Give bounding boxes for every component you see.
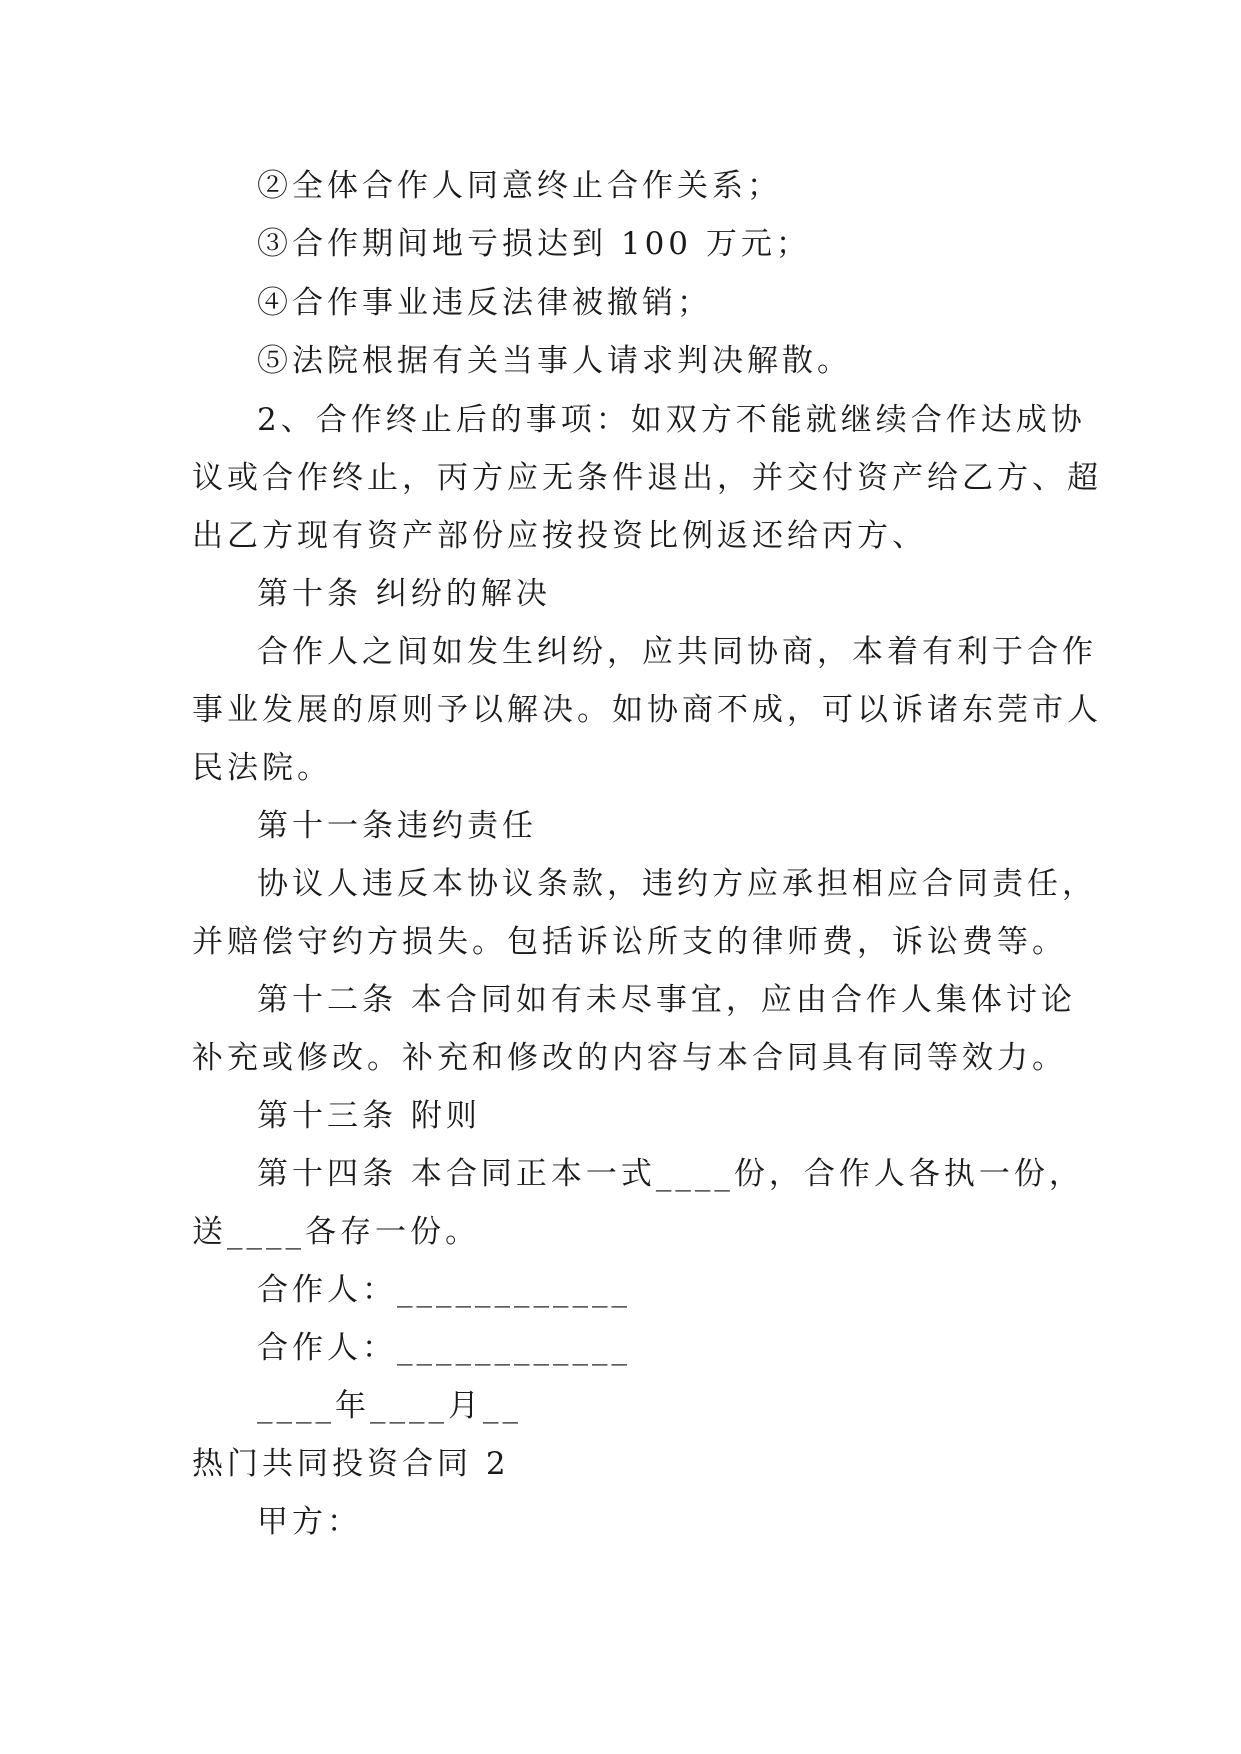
- party-label: 甲方：: [257, 1504, 362, 1540]
- signature-line: 合作人：____________: [257, 1272, 631, 1308]
- clause-item-4: ④合作事业违反法律被撤销；: [257, 285, 712, 321]
- date-line: ____年____月__: [257, 1388, 522, 1424]
- clause-item-5: ⑤法院根据有关当事人请求判决解散。: [257, 343, 852, 379]
- paragraph-line: 并赔偿守约方损失。包括诉讼所支的律师费，诉讼费等。: [192, 924, 1067, 960]
- paragraph-line: 第十二条 本合同如有未尽事宜，应由合作人集体讨论: [257, 982, 1076, 1018]
- signature-line: 合作人：____________: [257, 1330, 631, 1366]
- paragraph-line: 第十四条 本合同正本一式____份，合作人各执一份，: [257, 1156, 1084, 1192]
- paragraph-line: 2、合作终止后的事项：如双方不能就继续合作达成协: [257, 402, 1086, 438]
- paragraph-line: 送____各存一份。: [192, 1214, 480, 1250]
- section-title: 热门共同投资合同 2: [192, 1446, 510, 1482]
- paragraph-line: 合作人之间如发生纠纷，应共同协商，本着有利于合作: [257, 634, 1097, 670]
- paragraph-line: 民法院。: [192, 750, 332, 786]
- article-heading: 第十条 纠纷的解决: [257, 576, 551, 612]
- paragraph-line: 议或合作终止，丙方应无条件退出，并交付资产给乙方、超: [192, 460, 1102, 496]
- clause-item-2: ②全体合作人同意终止合作关系；: [257, 168, 782, 204]
- paragraph-line: 事业发展的原则予以解决。如协商不成，可以诉诸东莞市人: [192, 692, 1102, 728]
- paragraph-line: 出乙方现有资产部份应按投资比例返还给丙方、: [192, 518, 927, 554]
- paragraph-line: 补充或修改。补充和修改的内容与本合同具有同等效力。: [192, 1040, 1067, 1076]
- paragraph-line: 协议人违反本协议条款，违约方应承担相应合同责任，: [257, 866, 1097, 902]
- article-heading: 第十三条 附则: [257, 1098, 481, 1134]
- clause-item-3: ③合作期间地亏损达到 100 万元；: [257, 226, 811, 262]
- article-heading: 第十一条违约责任: [257, 808, 537, 844]
